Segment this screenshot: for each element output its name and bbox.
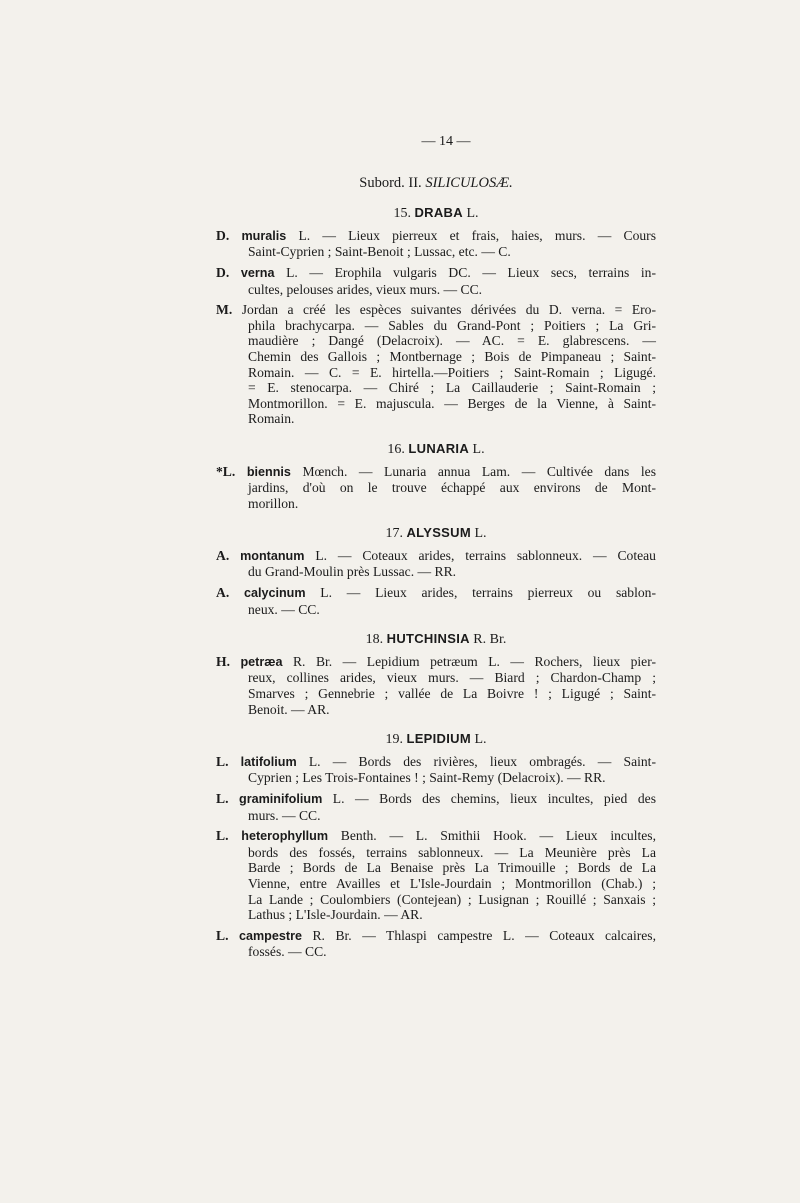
genus-abbreviation: D. <box>216 227 242 243</box>
species-list <box>216 654 656 717</box>
genus-heading <box>216 731 656 748</box>
entry-first-line <box>216 464 656 481</box>
genus-abbreviation: M. <box>216 302 242 318</box>
suborder-prefix: Subord. II. <box>359 174 422 191</box>
genus-name: LUNARIA <box>408 440 470 456</box>
entry-continuation-line: La Lande ; Coulombiers (Contejean) ; Lusignan ; Rouillé ; Sanxais ; <box>248 891 656 907</box>
species-entry <box>216 228 656 260</box>
species-entry <box>216 464 656 512</box>
species-epithet: campestre <box>238 928 302 943</box>
entry-text: Benth. — L. Smithii Hook. — Lieux incultes, <box>328 828 656 844</box>
genus-abbreviation: L. <box>216 927 239 943</box>
genus-number: 19. <box>385 732 407 748</box>
entry-text: R. Br. — Lepidium petræum L. — Rochers, lieux pier- <box>282 653 656 669</box>
genus-abbreviation: A. <box>216 547 241 563</box>
entry-first-line <box>216 928 656 945</box>
entry-continuation-line: Vienne, entre Availles et L'Isle-Jourdain ; Montmorillon (Chab.) ; <box>248 875 656 891</box>
species-list <box>216 228 656 427</box>
species-entry <box>216 548 656 580</box>
entry-continuation-line: jardins, d'où on le trouve échappé aux environs de Mont- <box>248 480 656 496</box>
entry-text: L. — Erophila vulgaris DC. — Lieux secs, terrains in- <box>274 264 657 280</box>
genus-name: HUTCHINSIA <box>386 631 470 647</box>
species-entry <box>216 265 656 297</box>
genus-author: L. <box>462 206 479 222</box>
genus-number: 15. <box>393 206 415 222</box>
entry-text: Mœnch. — Lunaria annua Lam. — Cultivée dans les <box>290 463 656 479</box>
genus-name: ALYSSUM <box>406 525 471 541</box>
suborder-name: SILICULOSÆ. <box>425 174 513 191</box>
entry-first-line <box>216 302 656 318</box>
entry-continuation-line: fossés. — CC. <box>248 944 327 960</box>
entry-first-line <box>216 228 656 245</box>
genus-number: 16. <box>387 441 409 457</box>
genus-abbreviation: *L. <box>216 463 247 479</box>
entry-continuation-line: = E. stenocarpa. — Chiré ; La Caillauderie ; Saint-Romain ; <box>248 380 656 396</box>
entry-text: L. — Lieux pierreux et frais, haies, murs. — Cours <box>286 227 656 243</box>
species-epithet: petræa <box>240 654 283 669</box>
entry-continuation-line: morillon. <box>248 495 299 511</box>
entry-first-line <box>216 791 656 808</box>
genus-heading <box>216 631 656 648</box>
entry-continuation-line: murs. — CC. <box>248 807 321 823</box>
entry-text: L. — Bords des rivières, lieux ombragés. — Saint- <box>296 753 656 769</box>
species-entry <box>216 654 656 717</box>
genus-name: LEPIDIUM <box>406 731 471 747</box>
entry-continuation-line: bords des fossés, terrains sablonneux. — La Meunière près La <box>248 844 656 860</box>
species-epithet: biennis <box>246 464 291 479</box>
page-number: — 14 — <box>421 134 471 149</box>
entry-first-line <box>216 754 656 771</box>
entry-continuation-line: reux, collines arides, vieux murs. — Biard ; Chardon-Champ ; <box>248 670 656 686</box>
page-text <box>216 134 656 965</box>
species-entry <box>216 828 656 923</box>
entry-continuation-line: Lathus ; L'Isle-Jourdain. — AR. <box>248 907 423 923</box>
entry-text: R. Br. — Thlaspi campestre L. — Coteaux calcaires, <box>301 927 656 943</box>
entry-continuation-line: Barde ; Bords de La Benaise près La Trimouille ; Bords de La <box>248 860 656 876</box>
entry-continuation-line: phila brachycarpa. — Sables du Grand-Pont ; Poitiers ; La Gri- <box>248 317 656 333</box>
species-epithet: heterophyllum <box>241 829 329 844</box>
species-entry <box>216 791 656 823</box>
genus-author: R. Br. <box>469 632 507 648</box>
species-list <box>216 464 656 512</box>
genus-heading <box>216 525 656 542</box>
entry-continuation-line: Chemin des Gallois ; Montbernage ; Bois de Pimpaneau ; Saint- <box>248 348 656 364</box>
species-epithet: montanum <box>240 548 305 563</box>
species-entry <box>216 585 656 617</box>
genus-heading <box>216 205 656 222</box>
species-epithet: verna <box>240 265 275 280</box>
genus-heading <box>216 441 656 458</box>
entry-continuation-line: Romain. — C. = E. hirtella.—Poitiers ; Saint-Romain ; Ligugé. <box>248 364 656 380</box>
entry-continuation-line: Cyprien ; Les Trois-Fontaines ! ; Saint-Remy (Delacroix). — RR. <box>248 770 606 786</box>
entry-continuation-line: Smarves ; Gennebrie ; vallée de La Boivre ! ; Ligugé ; Saint- <box>248 686 656 702</box>
entry-continuation-line: neux. — CC. <box>248 601 320 617</box>
entry-text: L. — Bords des chemins, lieux incultes, pied des <box>322 791 656 806</box>
genus-number: 18. <box>365 632 387 648</box>
genera-list <box>216 205 656 960</box>
species-entry <box>216 754 656 786</box>
genus-author: L. <box>470 732 487 748</box>
entry-text: L. — Coteaux arides, terrains sablonneux. — Coteau <box>304 547 656 563</box>
entry-text: Jordan a créé les espèces suivantes dérivées du D. verna. = Ero- <box>241 302 656 318</box>
species-epithet: latifolium <box>240 754 297 769</box>
genus-abbreviation: A. <box>216 585 244 601</box>
species-entry <box>216 928 656 960</box>
entry-first-line <box>216 265 656 282</box>
species-list <box>216 548 656 617</box>
genus-name: DRABA <box>414 205 463 221</box>
entry-first-line <box>216 585 656 602</box>
genus-number: 17. <box>385 526 407 542</box>
species-epithet: graminifolium <box>239 792 323 806</box>
entry-continuation-line: maudière ; Dangé (Delacroix). — AC. = E. glabrescens. — <box>248 333 656 349</box>
species-epithet: muralis <box>241 228 287 243</box>
genus-author: L. <box>470 526 487 542</box>
genus-abbreviation: L. <box>216 791 239 806</box>
entry-continuation-line: Romain. <box>248 411 295 427</box>
suborder-heading <box>216 176 656 192</box>
entry-first-line <box>216 828 656 845</box>
entry-continuation-line: Saint-Cyprien ; Saint-Benoit ; Lussac, etc. — C. <box>248 244 511 260</box>
genus-author: L. <box>469 441 485 457</box>
entry-first-line <box>216 548 656 565</box>
genus-abbreviation: H. <box>216 653 241 669</box>
species-list <box>216 754 656 960</box>
genus-abbreviation: D. <box>216 264 241 280</box>
entry-continuation-line: Benoit. — AR. <box>248 701 330 717</box>
species-epithet: calycinum <box>243 586 306 601</box>
entry-continuation-line: du Grand-Moulin près Lussac. — RR. <box>248 564 457 580</box>
genus-abbreviation: L. <box>216 753 241 769</box>
entry-text: L. — Lieux arides, terrains pierreux ou sablon- <box>305 585 656 601</box>
species-entry <box>216 302 656 427</box>
entry-first-line <box>216 654 656 671</box>
genus-abbreviation: L. <box>216 828 242 844</box>
entry-continuation-line: Montmorillon. = E. majuscula. — Berges de la Vienne, à Saint- <box>248 395 656 411</box>
entry-continuation-line: cultes, pelouses arides, vieux murs. — CC. <box>248 281 483 297</box>
